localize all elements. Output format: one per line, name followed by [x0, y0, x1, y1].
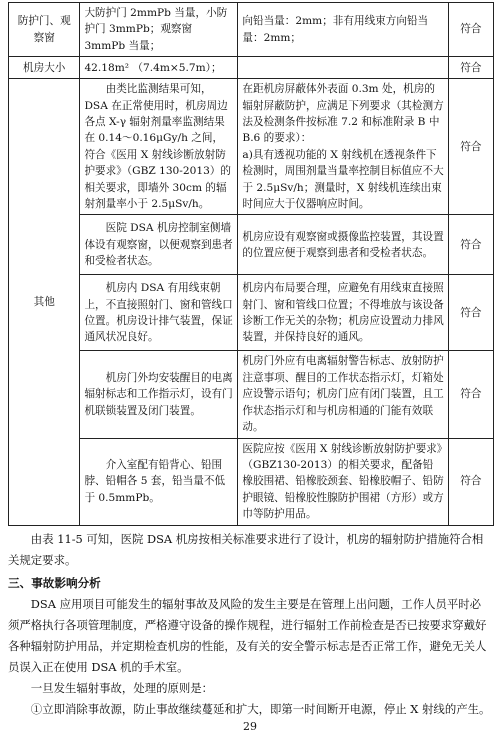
actual-cell: 42.18m² （7.4m×5.7m）； [80, 57, 238, 79]
requirement-cell: 机房应设有观察窗或摄像监控装置，其设置的位置应便于观察到患者和受检者状态。 [238, 215, 448, 275]
table-row [9, 3, 494, 57]
actual-cell: 由类比监测结果可知，DSA 在正常使用时，机房周边各点 X-γ 辐射剂量率监测结果在 0.14～0.16μGy/h 之间，符合《医用 X 射线诊断放射防护要求》（GBZ 130-2013）的相关要求，即墙外 30cm 的辐射剂量率小于 2.5μSv/h。 [80, 79, 238, 215]
table-row [9, 438, 494, 525]
requirement-cell: 机房内布局要合理，应避免有用线束直接照射门、窗和管线口位置；不得堆放与该设备诊断工作无关的杂物；机房应设置动力排风装置，并保持良好的通风。 [238, 275, 448, 351]
table-row [9, 351, 494, 438]
requirement-cell [238, 57, 448, 79]
result-cell: 符合 [448, 3, 493, 57]
body-paragraph: 一旦发生辐射事故，处理的原则是： [30, 680, 214, 695]
section-heading: 三、事故影响分析 [8, 575, 101, 590]
actual-cell: 医院 DSA 机房控制室侧墙体设有观察窗，以便观察到患者和受检者状态。 [80, 215, 238, 275]
table-row [9, 79, 494, 215]
requirement-cell: 向铅当量：2mm；非有用线束方向铅当量：2mm； [238, 3, 448, 57]
actual-cell: 机房门外均安装醒目的电离辐射标志和工作指示灯，设有门机联锁装置及闭门装置。 [80, 351, 238, 438]
requirement-cell: 医院应按《医用 X 射线诊断放射防护要求》（GBZ130-2013）的相关要求，配备铅橡胶围裙、铅橡胶颈套、铅橡胶帽子、铅防护眼镜、铅橡胶性腺防护围裙（方形）或方巾等防护用品。 [238, 438, 448, 525]
requirement-cell: 机房门外应有电离辐射警告标志、放射防护注意事项、醒目的工作状态指示灯，灯箱处应设警示语句；机房门应有闭门装置，且工作状态指示灯和与机房相通的门能有效联动。 [238, 351, 448, 438]
requirement-cell: 在距机房屏蔽体外表面 0.3m 处，机房的辐射屏蔽防护，应满足下列要求（其检测方法及检测条件按标准 7.2 和标准附录 B 中 B.6 的要求）： a)具有透视功能的 X 射线机在透视条件下检测时，周围剂量当量率控制目标值应不大于 2.5μSv/h；测量时，X 射线机连续出束时间应大于仪器响应时间。 [238, 79, 448, 215]
result-cell: 符合 [448, 215, 493, 275]
table-row [9, 215, 494, 275]
body-paragraph: ①立即消除事故源，防止事故继续蔓延和扩大，即第一时间断开电源，停止 X 射线的产生。 [30, 702, 491, 717]
result-cell: 符合 [448, 351, 493, 438]
document-page [8, 2, 492, 720]
table-row [9, 57, 494, 79]
compliance-table [8, 2, 494, 526]
item-label-other: 其他 [9, 79, 80, 525]
item-label: 机房大小 [9, 57, 80, 79]
actual-cell: 大防护门 2mmPb 当量，小防护门 3mmPb；观察窗 3mmPb 当量； [80, 3, 238, 57]
actual-cell: 介入室配有铅背心、铅围脖、铅帽各 5 套，铅当量不低于 0.5mmPb。 [80, 438, 238, 525]
actual-cell: 机房内 DSA 有用线束朝上，不直接照射门、窗和管线口位置。机房设计排气装置，保证通风状况良好。 [80, 275, 238, 351]
table-row [9, 275, 494, 351]
item-label: 防护门、观察窗 [9, 3, 80, 57]
page-number: 29 [243, 720, 257, 733]
result-cell: 符合 [448, 275, 493, 351]
summary-paragraph: 由表 11-5 可知，医院 DSA 机房按相关标准要求进行了设计，机房的辐射防护措施符合相关规定要求。 [8, 531, 484, 567]
result-cell: 符合 [448, 438, 493, 525]
result-cell: 符合 [448, 79, 493, 215]
result-cell: 符合 [448, 57, 493, 79]
body-paragraph: DSA 应用项目可能发生的辐射事故及风险的发生主要是在管理上出问题，工作人员平时必须严格执行各项管理制度，严格遵守设备的操作规程，进行辐射工作前检查是否已按要求穿戴好各种辐射防护用品，并定期检查机房的性能，及有关的安全警示标志是否正常工作，避免无关人员误入正在使用 DSA 机的手术室。 [8, 596, 487, 674]
